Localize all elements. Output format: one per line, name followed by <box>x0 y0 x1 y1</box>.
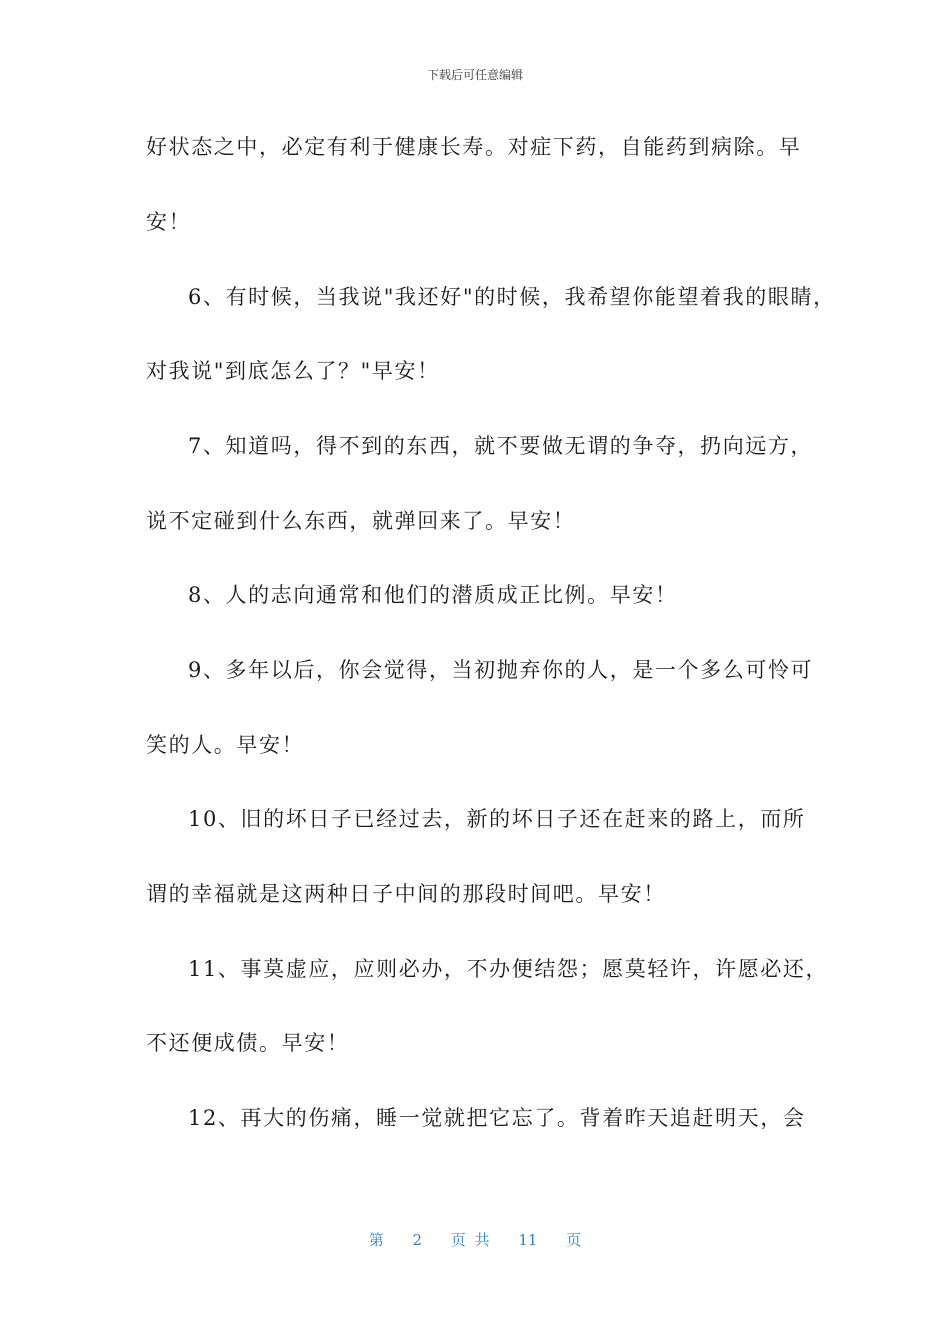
body-line: 谓的幸福就是这两种日子中间的那段时间吧。早安！ <box>146 882 666 906</box>
current-page-number: 2 <box>412 1231 423 1249</box>
pages-label: 页 <box>566 1231 582 1249</box>
paragraph-7-line: 7、知道吗，得不到的东西，就不要做无谓的争夺，扔向远方， <box>188 434 814 458</box>
body-line: 安！ <box>146 210 192 234</box>
body-line: 不还便成债。早安！ <box>146 1031 350 1055</box>
paragraph-9-line: 9、多年以后，你会觉得，当初抛弃你的人，是一个多么可怜可 <box>188 658 814 682</box>
body-line: 对我说"到底怎么了？"早安！ <box>146 359 440 383</box>
body-line: 好状态之中，必定有利于健康长寿。对症下药，自能药到病除。早 <box>146 135 802 159</box>
page-label: 第 <box>368 1231 384 1249</box>
paragraph-6-line: 6、有时候，当我说"我还好"的时候，我希望你能望着我的眼睛， <box>188 285 836 309</box>
paragraph-10-line: 10、旧的坏日子已经过去，新的坏日子还在赶来的路上，而所 <box>188 807 806 831</box>
paragraph-8-line: 8、人的志向通常和他们的潜质成正比例。早安！ <box>188 583 678 607</box>
body-line: 笑的人。早安！ <box>146 733 305 757</box>
body-line: 说不定碰到什么东西，就弹回来了。早安！ <box>146 509 576 533</box>
page-footer <box>0 1229 950 1250</box>
total-pages-number: 11 <box>518 1231 538 1249</box>
paragraph-12-line: 12、再大的伤痛，睡一觉就把它忘了。背着昨天追赶明天，会 <box>188 1106 806 1130</box>
page-of-label: 页 共 <box>450 1231 490 1249</box>
page-header: 下载后可任意编辑 <box>426 68 523 82</box>
paragraph-11-line: 11、事莫虚应，应则必办，不办便结怨；愿莫轻许，许愿必还， <box>188 957 829 981</box>
